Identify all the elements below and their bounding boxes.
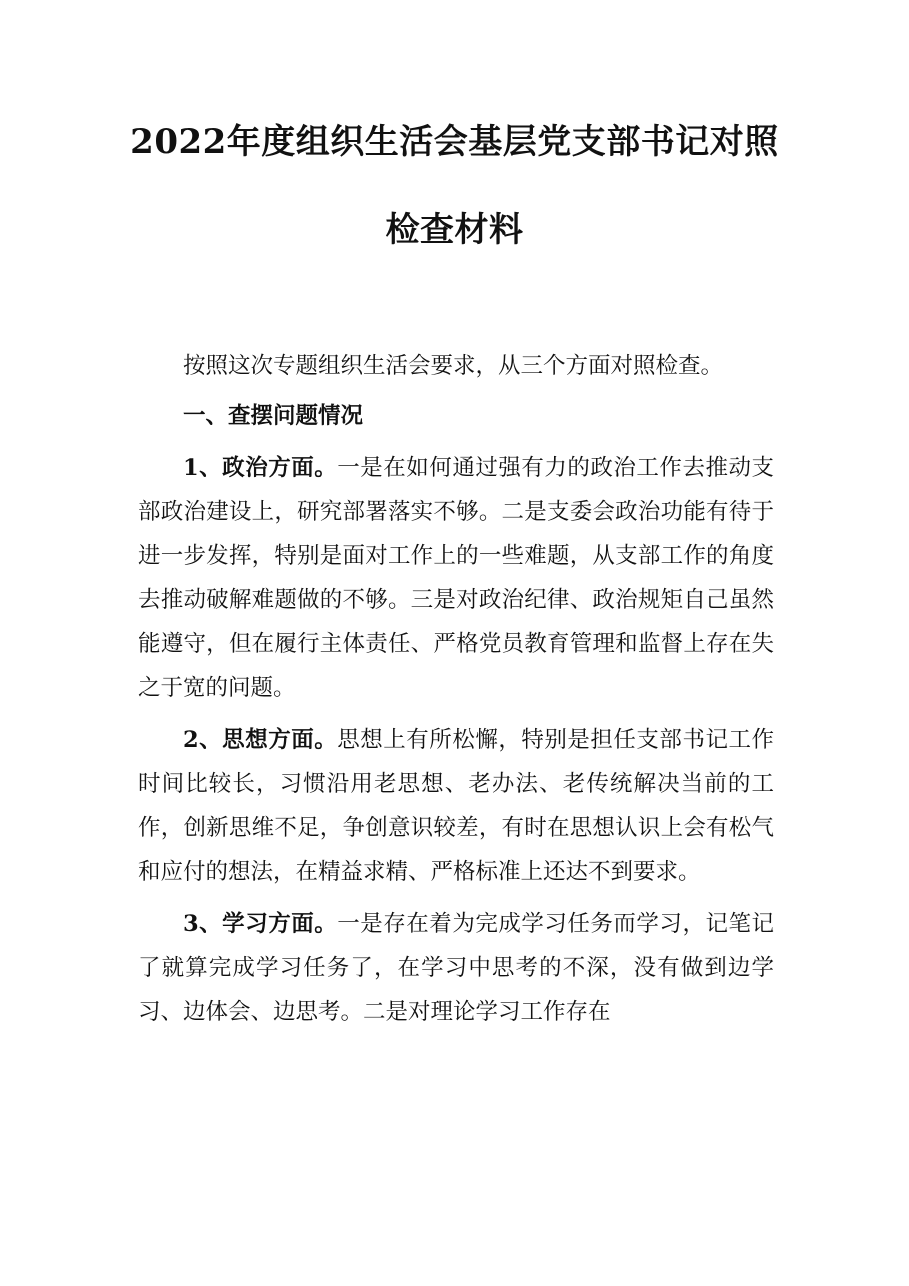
- item-paragraph-1: [138, 446, 774, 710]
- item-paragraph-2: [138, 718, 774, 894]
- item-text-3: 一是存在着为完成学习任务而学习，记笔记了就算完成学习任务了，在学习中思考的不深，没有做到边学习、边体会、边思考。二是对理论学习工作存在: [138, 911, 774, 1025]
- intro-paragraph: 按照这次专题组织生活会要求，从三个方面对照检查。: [183, 353, 724, 379]
- section-heading: 一、查摆问题情况: [183, 403, 364, 429]
- item-lead-1: 1、政治方面。: [183, 455, 338, 481]
- document-title-line-1: 2022年度组织生活会基层党支部书记对照: [130, 122, 779, 162]
- item-text-1: 一是在如何通过强有力的政治工作去推动支部政治建设上，研究部署落实不够。二是支委会政治功能有待于进一步发挥，特别是面对工作上的一些难题，从支部工作的角度去推动破解难题做的不够。三是对政治纪律、政治规矩自己虽然能遵守，但在履行主体责任、严格党员教育管理和监督上存在失之于宽的问题。: [138, 455, 774, 701]
- item-lead-2: 2、思想方面。: [183, 727, 338, 753]
- document-body: [138, 344, 774, 1034]
- document-title-line-2: 检查材料: [385, 210, 524, 250]
- item-text-2: 思想上有所松懈，特别是担任支部书记工作时间比较长，习惯沿用老思想、老办法、老传统解决当前的工作，创新思维不足，争创意识较差，有时在思想认识上会有松气和应付的想法，在精益求精、严格标准上还达不到要求。: [138, 727, 774, 885]
- item-paragraph-3: [138, 902, 774, 1034]
- item-lead-3: 3、学习方面。: [183, 911, 338, 937]
